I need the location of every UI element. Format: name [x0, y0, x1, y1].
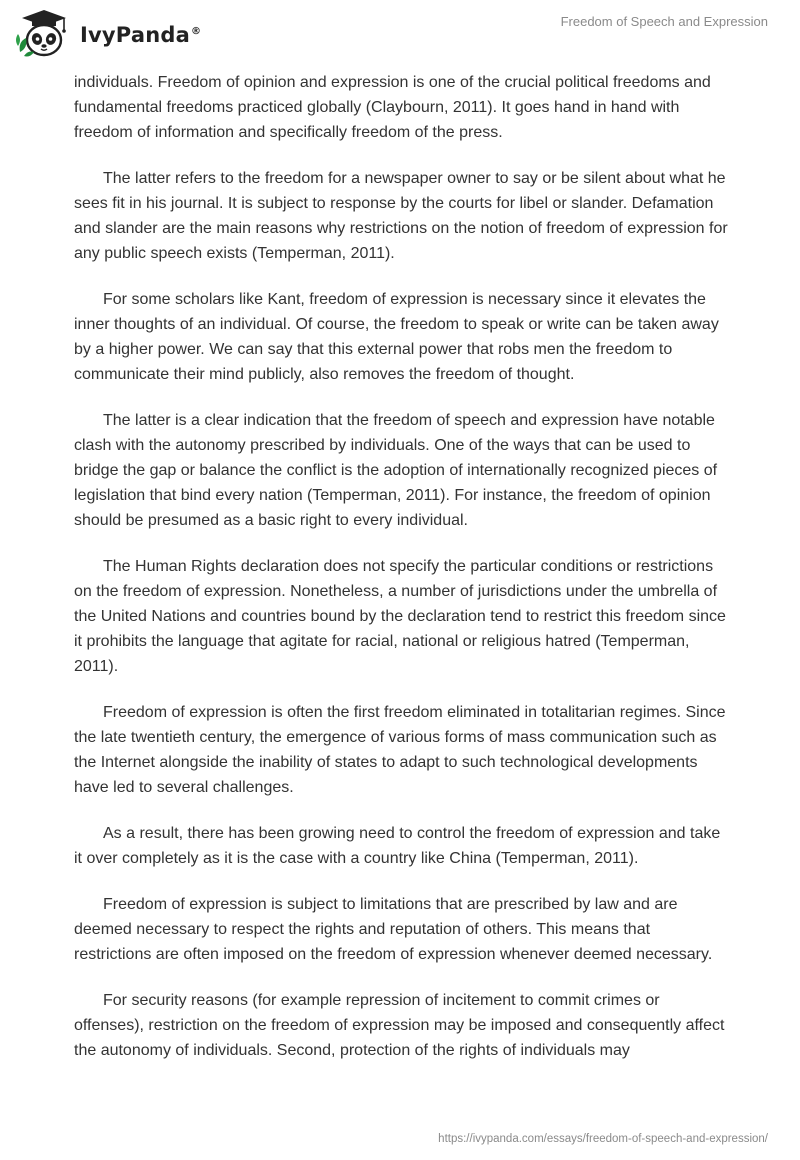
document-title: Freedom of Speech and Expression [560, 14, 768, 29]
paragraph: The latter refers to the freedom for a newspaper owner to say or be silent about what he sees fit in his journal. It is subject to response by the courts for libel or slander. Defamation and slander are the main reasons why restrictions on the notion of freedom of expression for any public speech exists (Temperman, 2011). [74, 170, 728, 262]
paragraph: As a result, there has been growing need to control the freedom of expression and take it over completely as it is the case with a country like China (Temperman, 2011). [74, 825, 721, 867]
essay-body [74, 70, 730, 1084]
paragraph: The latter is a clear indication that the freedom of speech and expression have notable clash with the autonomy prescribed by individuals. One of the ways that can be used to bridge the gap or balance the conflict is the adoption of internationally recognized pieces of legislation that bind every nation (Temperman, 2011). For instance, the freedom of opinion should be presumed as a basic right to every individual. [74, 412, 718, 529]
paragraph: For some scholars like Kant, freedom of expression is necessary since it elevates the inner thoughts of an individual. Of course, the freedom to speak or write can be taken away by a higher power. We can say that this external power that robs men the freedom to communicate their mind publicly, also removes the freedom of thought. [74, 291, 719, 383]
paragraph: The Human Rights declaration does not specify the particular conditions or restrictions on the freedom of expression. Nonetheless, a number of jurisdictions under the umbrella of the United Nations and countries bound by the declaration tend to restrict this freedom since it prohibits the language that agitate for racial, national or religious hatred (Temperman, 2011). [74, 558, 726, 675]
page-header [0, 0, 800, 70]
source-url-link[interactable]: https://ivypanda.com/essays/freedom-of-speech-and-expression/ [438, 1133, 768, 1145]
paragraph: For security reasons (for example repression of incitement to commit crimes or offenses), restriction on the freedom of expression may be imposed and consequently affect the autonomy of individuals. Second, protection of the rights of individuals may [74, 992, 725, 1059]
paragraph: individuals. Freedom of opinion and expression is one of the crucial political freedoms and fundamental freedoms practiced globally (Claybourn, 2011). It goes hand in hand with freedom of information and specifically freedom of the press. [74, 74, 711, 141]
paragraph: Freedom of expression is subject to limitations that are prescribed by law and are deemed necessary to respect the rights and reputation of others. This means that restrictions are often imposed on the freedom of expression whenever deemed necessary. [74, 896, 713, 963]
ivypanda-logo[interactable] [14, 8, 201, 60]
logo-wordmark: IvyPanda® [80, 23, 202, 47]
panda-logo-icon [14, 8, 74, 60]
paragraph: Freedom of expression is often the first freedom eliminated in totalitarian regimes. Since the late twentieth century, the emergence of various forms of mass communication such as the Internet alongside the inability of states to adapt to such technological developments have led to several challenges. [74, 704, 726, 796]
